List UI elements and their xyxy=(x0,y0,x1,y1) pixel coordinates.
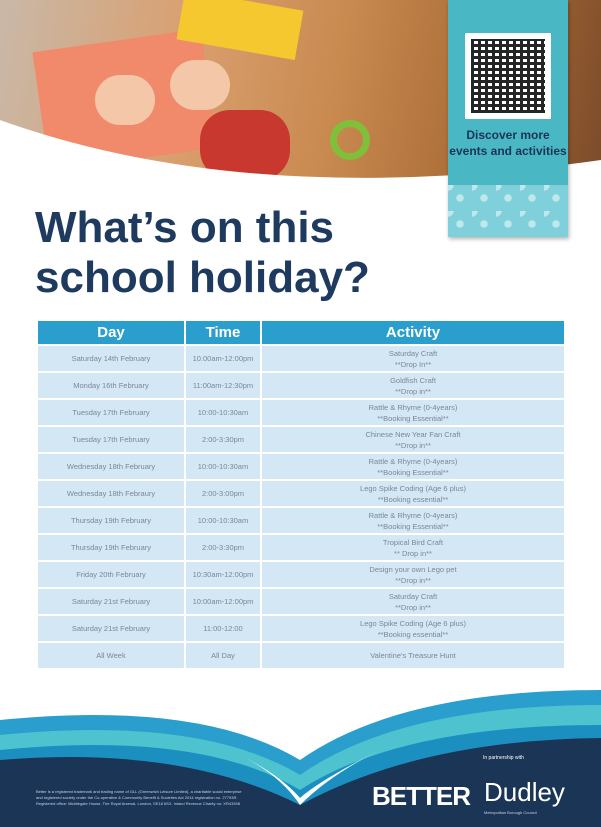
activity-name: Saturday Craft xyxy=(388,348,438,358)
time-cell: 2:00-3:30pm xyxy=(185,426,261,453)
day-cell: Saturday 21st February xyxy=(37,615,185,642)
better-logo: BETTER xyxy=(372,781,470,811)
table-row xyxy=(37,615,565,642)
day-cell: Tuesday 17th February xyxy=(37,426,185,453)
day-cell: Tuesday 17th February xyxy=(37,399,185,426)
day-cell: Wednesday 18th February xyxy=(37,453,185,480)
time-cell: 10:00-10:30am xyxy=(185,507,261,534)
qr-code[interactable] xyxy=(465,33,551,119)
time-cell: 11:00-12:00 xyxy=(185,615,261,642)
activity-note: **Drop in** xyxy=(395,440,431,450)
day-cell: Monday 16th February xyxy=(37,372,185,399)
table-row xyxy=(37,642,565,669)
activity-cell xyxy=(261,480,565,507)
day-cell: Thursday 19th February xyxy=(37,534,185,561)
partnership-label: In partnership with xyxy=(483,755,524,761)
time-cell: 10:00-10:30am xyxy=(185,399,261,426)
activity-note: ** Drop in** xyxy=(394,548,432,558)
activity-note: **Drop in** xyxy=(395,602,431,612)
activity-cell xyxy=(261,345,565,372)
activity-cell xyxy=(261,372,565,399)
activity-cell xyxy=(261,561,565,588)
day-cell: Saturday 21st February xyxy=(37,588,185,615)
legal-text: Better is a registered trademark and trading name of GLL (Greenwich Leisure Limited), a charitable social enterprise and registered society under the Co-operative & Community Benefit & Societies Act 2014 registration no. 27793R. Registered office: Middlegate House, The Royal Arsenal, London, SE18 6SX. Inland Revenue Charity no: XR43398 xyxy=(36,789,242,806)
header-time: Time xyxy=(185,321,261,345)
activity-cell xyxy=(261,588,565,615)
dudley-subtitle: Metropolitan Borough Council xyxy=(484,810,537,815)
table-row xyxy=(37,426,565,453)
activity-note: **Booking Essential** xyxy=(377,413,449,423)
page-title: What’s on this school holiday? xyxy=(35,203,370,302)
activity-name: Design your own Lego pet xyxy=(369,564,457,574)
activity-note: **Booking Essential** xyxy=(377,467,449,477)
activity-note: **Booking Essential** xyxy=(377,521,449,531)
activity-note: **Drop In** xyxy=(394,359,432,369)
time-cell: 11:00am-12:30pm xyxy=(185,372,261,399)
day-cell: Friday 20th February xyxy=(37,561,185,588)
activity-note: **Booking essential** xyxy=(377,494,449,504)
time-cell: All Day xyxy=(185,642,261,669)
child-hand xyxy=(95,75,155,125)
damask-pattern xyxy=(448,185,568,237)
time-cell: 2:00-3:00pm xyxy=(185,480,261,507)
qr-card xyxy=(448,0,568,237)
activity-name: Chinese New Year Fan Craft xyxy=(365,429,461,439)
activity-note: **Drop in** xyxy=(395,575,431,585)
time-cell: 10:00-10:30am xyxy=(185,453,261,480)
table-row xyxy=(37,372,565,399)
activity-note: **Booking essential** xyxy=(377,629,449,639)
child-hand xyxy=(170,60,230,110)
activity-cell xyxy=(261,453,565,480)
time-cell: 10:00am-12:00pm xyxy=(185,588,261,615)
table-row xyxy=(37,534,565,561)
activity-name: Rattle & Rhyme (0-4years) xyxy=(368,456,458,466)
activity-name: Lego Spike Coding (Age 6 plus) xyxy=(360,618,466,628)
table-row xyxy=(37,507,565,534)
activity-note: **Drop in** xyxy=(395,386,431,396)
header-day: Day xyxy=(37,321,185,345)
table-row xyxy=(37,588,565,615)
table-row xyxy=(37,453,565,480)
activity-cell xyxy=(261,534,565,561)
header-activity: Activity xyxy=(261,321,565,345)
schedule-table xyxy=(36,321,566,670)
table-row xyxy=(37,345,565,372)
activity-name: Lego Spike Coding (Age 6 plus) xyxy=(360,483,466,493)
dudley-logo: Dudley xyxy=(484,777,565,807)
activity-cell xyxy=(261,615,565,642)
activity-name: Rattle & Rhyme (0-4years) xyxy=(368,510,458,520)
activity-cell xyxy=(261,642,565,669)
time-cell: 10.00am-12:00pm xyxy=(185,345,261,372)
time-cell: 10:30am-12:00pm xyxy=(185,561,261,588)
table-row xyxy=(37,480,565,507)
activity-cell xyxy=(261,399,565,426)
activity-name: Goldfish Craft xyxy=(390,375,436,385)
activity-cell xyxy=(261,507,565,534)
table-row xyxy=(37,561,565,588)
day-cell: All Week xyxy=(37,642,185,669)
day-cell: Wednesday 18th Febraury xyxy=(37,480,185,507)
table-row xyxy=(37,399,565,426)
activity-name: Saturday Craft xyxy=(388,591,438,601)
activity-name: Valentine's Treasure Hunt xyxy=(370,651,456,660)
card-text: Discover more events and activities xyxy=(449,128,567,158)
day-cell: Thursday 19th February xyxy=(37,507,185,534)
activity-name: Rattle & Rhyme (0-4years) xyxy=(368,402,458,412)
time-cell: 2:00-3:30pm xyxy=(185,534,261,561)
activity-cell xyxy=(261,426,565,453)
day-cell: Saturday 14th February xyxy=(37,345,185,372)
activity-name: Tropical Bird Craft xyxy=(382,537,444,547)
